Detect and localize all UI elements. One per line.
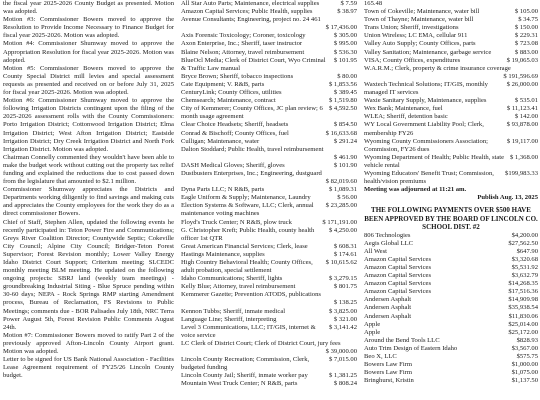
entry-amount: $647.90 [516,247,538,255]
entry-description: Valley Sanitation; Maintenance, garbage service [364,48,492,56]
entry-amount: $3,320.68 [511,255,538,263]
claim-row [181,105,357,121]
minutes-paragraph: Motion #3: Commissioner Bowers moved to approve the Resolution to Provide Income Necessary to Finance Budget for fiscal year 2025-2026. Motion was adopted. [3,16,174,40]
entry-amount: $ 854.50 [333,121,357,129]
entry-description: Lincoln County Recreation; Commission, Clerk, budgeted funding [181,356,310,372]
entry-description: Town of Cokeville; Maintenance, water bill [364,8,480,16]
entry-description: Wyoming Educators' Benefit Trust; Commission, health/vision premiums [364,169,494,186]
claim-row [364,24,538,32]
entry-description: Great American Financial Services; Clerk, lease [181,242,308,250]
claim-row [181,308,357,316]
entry-description: Floyd's Truck Center; N R&B, plow truck [181,218,292,226]
entry-description: DASH Medical Gloves; Sheriff, gloves [181,161,285,169]
entry-description: All Star Auto Parts; Maintenance, electrical supplies [181,0,320,7]
entry-description: Avenue Consultants; Engineering, project no. 24 461 [181,16,321,24]
entry-amount: $ 808.24 [333,380,357,388]
column-right [364,0,538,400]
claim-row [364,65,538,73]
entry-amount: $ 34.75 [518,16,538,24]
entry-amount: $ 105.00 [514,8,538,16]
column-left [3,0,174,400]
entry-description: Amazon Capital Services [364,280,432,288]
claim-row [181,299,357,307]
entry-amount: $ 1,381.25 [328,372,357,380]
claim-row [181,146,357,154]
entry-description: WLEA; Sheriff, detention basic [364,113,448,121]
claim-row [181,81,357,89]
payment-row [364,280,538,288]
entry-description: Axis Forensic Toxicology; Coroner, toxicology [181,32,306,40]
claim-row [181,219,357,227]
entry-amount: $ 801.75 [333,283,357,291]
payment-row [364,361,538,369]
payment-row [364,304,538,312]
claim-row [364,16,538,24]
entry-description: VISA; County Offices, expenditures [364,56,461,64]
entry-amount: $ 995.00 [333,40,357,48]
entry-description: Lincoln County Jail; Sheriff, inmate worker pay [181,372,308,380]
entry-description: Auto Trim Design of Eastern Idaho [364,344,458,352]
entry-amount: $ 1,368.00 [509,153,538,161]
entry-description: Andersen Asphalt [364,312,412,320]
claim-row [181,324,357,340]
entry-amount: $ 305.00 [333,32,357,40]
entry-amount: $5,531.92 [511,263,538,271]
entry-amount: $ 389.45 [333,89,357,97]
entry-amount: $ 38.97 [337,8,357,16]
entry-amount: $ 3,279.15 [328,275,357,283]
payments-heading: THE FOLLOWING PAYMENTS OVER $500 HAVE BEEN APPROVED BY THE BOARD OF LINCOLN CO. SCHOOL DIST. #2 [364,206,538,232]
claim-row [364,32,538,40]
entry-amount: $199,983.33 [505,169,538,177]
claim-row [181,16,357,24]
claim-row [181,8,357,16]
minutes-paragraph: Chairman Connelly commented they wouldn't have been able to make the budget work without cutting out the property tax relief funding and explained the reductions due to cost passed down from the legislature that amounted to $2.1 million. [3,153,174,186]
publish-date: Publish Aug. 13, 2025 [477,194,538,202]
payment-row [364,345,538,353]
entry-amount: $ 229.31 [514,32,538,40]
entry-description: Amazon Capital Services [364,288,432,296]
entry-description: Kennon Tubbs; Sheriff, inmate medical [181,307,286,315]
payment-row [364,264,538,272]
claim-row [181,130,357,138]
entry-amount: $14,268.35 [508,280,538,288]
entry-description: Election Systems & Software, LLC; Clerk, annual maintenance voting machines [181,202,314,218]
entry-description: Culligan; Maintenance, water [181,137,260,145]
entry-description: City of Kemmerer; County Offices, JC plan review; 6 month usage agreement [181,105,323,121]
entry-amount: $ 883.00 [514,48,538,56]
entry-description: Hastings Maintenance, supplies [181,250,265,258]
claim-row [181,372,357,380]
entry-description: Wyoming Department of Health; Public Health, state vehicle rental [364,153,505,169]
entry-amount: $1,137.50 [511,377,538,385]
entry-amount: $ 1,853.56 [328,80,357,88]
payment-row [364,296,538,304]
claim-row [181,40,357,48]
claim-row [364,8,538,16]
entry-description: Bryce Brown; Sheriff, tobacco inspections [181,72,294,80]
entry-amount: $14,909.98 [508,296,538,304]
claim-row [181,121,357,129]
claim-row [181,49,357,57]
entry-amount: $ 4,592.50 [328,105,357,113]
claim-row [181,356,357,372]
minutes-paragraph: Motion #7: Commissioner Bowers moved to ratify Part 2 of the previously approved Afton-Lincoln County Airport grant. Motion was adopted. [3,331,174,356]
claim-row [181,259,357,275]
entry-description: Union Wireless; LC EMA, cellular 911 [364,32,468,40]
entry-description: Valley Auto Supply; County Offices, parts [364,40,476,48]
entry-description: Around the Bend Tools LLC [364,336,440,344]
entry-amount: $ 101.95 [333,56,357,64]
entry-amount: $ 3,141.42 [328,323,357,331]
entry-description: Dyna Parts LLC; N R&B, parts [181,186,265,194]
entry-amount: $27,562.50 [508,239,538,247]
entry-description: Beo X, LLC [364,352,397,360]
entry-amount: $828.93 [516,336,538,344]
entry-description: Bowers Law Firm [364,361,412,369]
claim-row [181,186,357,194]
entry-amount: $ 723.08 [514,40,538,48]
entry-description: Blaine Nelson; Attorney, travel reimbursement [181,48,305,56]
entry-description: Axon Enterprise, Inc.; Sheriff, taser instructor [181,40,303,48]
entry-amount: $1,000.00 [511,361,538,369]
entry-amount: $ 535.01 [514,97,538,105]
entry-amount: $ 39,000.00 [325,348,357,356]
column-middle [181,0,357,400]
entry-amount: $3,567.00 [511,344,538,352]
entry-amount: $25,172.00 [508,328,538,336]
entry-amount: $ 608.31 [333,242,357,250]
minutes-paragraph: the fiscal year 2025-2026 County Budget as presented. Motion was adopted. [3,0,174,16]
claim-row [181,380,357,388]
claim-row [181,194,357,202]
entry-description: Amazon Capital Services [364,272,432,280]
claim-row [181,316,357,324]
entry-amount: $3,632.79 [511,272,538,280]
entry-description: Level 3 Communications, LLC; IT/GIS, internet & voice service [181,323,316,339]
claim-row [364,170,538,186]
claim-row [364,138,538,154]
entry-description: WY Local Government Liability Pool; Clerk, membership FY26 [364,121,484,137]
entry-description: Eagle Uniform & Supply; Maintenance, Laundry [181,194,311,202]
claim-row [181,170,357,178]
entry-amount: $ 4,250.00 [328,226,357,234]
payment-row [364,232,538,240]
payment-row [364,288,538,296]
entry-description: Kemmerer Gazette; Prevention ATODS, publications [181,291,321,299]
entry-description: All West [364,247,387,255]
minutes-paragraph: Chief of Staff, Stephen Allen, updated the following events he recently participated in: Teton Power Fire and Communications; Greys River Coalition Director; Countywide Septic; Cokeville City Council; Alpine City Council; Bridger-Teton Forest Supervisor; Forest Revision monthly; Lower Valley Energy Idaho District Court Support; Criterium meeting; SLCEDC monthly meeting BLM meeting. He updated on the following ongoing projects: SBRJ land (weekly team meetings) - groundbreaking Industrial Siting - Blue Spruce pending within 30-60 days; NEPA - Rock Springs RMP starting Amendment process, Bureau of Reclamation, FS Revisions to Public Meetings; comments due - BOR Palisades July 18th, NRC Terra Power August 5th, Forest Revision Public Comments August 24th. [3,218,174,331]
entry-amount: $ 26,000.00 [506,80,538,88]
entry-description: Cate Equipment; V. R&B, parts [181,80,265,88]
entry-amount: $ 3,825.00 [328,307,357,315]
entry-description: Wyoming County Commissioners Association; Commission, FY26 dues [364,137,488,153]
entry-amount: $ 17,436.00 [325,24,357,32]
entry-description: Andersen Asphalt [364,296,412,304]
entry-description: Amazon Capital Services [364,255,432,263]
payment-row [364,256,538,264]
claim-row [364,105,538,113]
claim-row [181,202,357,218]
claim-row [364,97,538,105]
entry-description: Waxtech Technical Solutions; IT/GIS, monthly managed IT services [364,80,488,97]
payment-row [364,377,538,385]
entry-amount: $1,075.00 [511,369,538,377]
entry-amount: $ 7,015.00 [328,356,357,364]
entry-description: BlueOcl Media; Clerk of District Court, Wyo Criminal & Traffic Law manual [181,56,326,72]
entry-amount: $ 80.00 [337,72,357,80]
claim-row [364,57,538,65]
entry-description: G. Christopher Kreft; Public Health, county health officer 1st QTR [181,226,315,242]
entry-amount: $ 11,123.41 [506,105,538,113]
payment-row [364,321,538,329]
entry-amount: $ 171,191.00 [322,218,357,226]
entry-amount: $17,516.36 [508,288,538,296]
entry-description: Waxie Sanitary Supply, Maintenance, supplies [364,97,487,105]
entry-amount: $ 142.00 [514,113,538,121]
entry-description: 806 Technologies [364,231,411,239]
payment-row [364,240,538,248]
entry-description: CenturyLink; County Offices, utilities [181,89,282,97]
entry-description: Andersen Asphalt [364,304,412,312]
claim-row [181,138,357,146]
entry-description: Town of Thayne; Maintenance, water bill [364,16,474,24]
entry-description: Apple [364,320,381,328]
entry-amount: $ 150.00 [514,24,538,32]
payment-row [364,337,538,345]
entry-description: Clear Choice Headsets; Sheriff, headsets [181,121,289,129]
claim-row [364,49,538,57]
entry-description: Trans Union; Sheriff, investigations [364,24,459,32]
entry-amount: $ 1,519.80 [328,97,357,105]
claim-row [181,348,357,356]
entry-description: Idaho Communications; Sheriff, lights [181,275,283,283]
payment-row [364,248,538,256]
entry-amount: $ 191,596.69 [503,72,538,80]
claim-row [364,81,538,97]
entry-description: Bringhurst, Kristin [364,377,414,385]
entry-amount: $ 23,285.00 [325,202,357,210]
entry-description: Amazon Capital Services [364,263,432,271]
payment-row [364,369,538,377]
claim-row [364,40,538,48]
entry-amount: $ 461.90 [333,153,357,161]
claim-row [181,162,357,170]
entry-description: Apple [364,328,381,336]
minutes-paragraph: Motion #5: Commissioner Bowers moved to approve the County Special District mill levies and special assessment requests as presented and received on or before July 31, 2025 for fiscal year 2025-2026. Motion was adopted. [3,64,174,97]
entry-description: Mountain West Truck Center; N R&B, parts [181,380,298,388]
claim-row [181,227,357,243]
entry-description: Chemsearch; Maintenance, contract [181,97,276,105]
claim-row [364,154,538,170]
entry-amount: $ 10,615.62 [325,259,357,266]
entry-description: Dalton Stoddard; Public Health, travel reimbursement [181,145,324,153]
entry-description: 165.48 [364,0,383,7]
adjourn-note: Meeting was adjourned at 11:21 am. [364,186,467,194]
entry-description: Wex Bank; Maintenance, fuel [364,105,443,113]
entry-amount: $ 321.00 [333,315,357,323]
claim-row [181,57,357,73]
payment-row [364,329,538,337]
claim-row [181,243,357,251]
entry-amount: $ 16,633.68 [325,129,357,137]
entry-amount: $ 1,089.31 [328,186,357,194]
claim-row [181,178,357,186]
entry-description: Aegis Global LLC [364,239,414,247]
claim-row [364,113,538,121]
claim-row [364,73,538,81]
claim-row [181,154,357,162]
entry-amount: $ 56.00 [337,194,357,202]
claim-row [181,340,357,348]
minutes-paragraph: Motion #6: Commissioner Shumway moved to approve the following Irrigation Districts contingent upon the filing of the 2025-2026 assessment rolls with the County Commissioners: Porto Irrigation District; Cottonwood Irrigation District; Elma Irrigation District; West Afton Irrigation District; Eastside Irrigation District; Dry Creek Irrigation District and North Fork Irrigation District. Motion was adopted. [3,97,174,153]
entry-amount: $35,938.54 [508,304,538,312]
claim-row [181,73,357,81]
claim-row [181,275,357,283]
claim-row [181,89,357,97]
minutes-paragraph: Motion #4: Commissioner Shumway moved to approve the Appropriation Resolution for fiscal year 2025-2026. Motion was adopted. [3,40,174,64]
entry-amount: $ 101.90 [333,161,357,169]
claim-row [181,251,357,259]
entry-amount: $11,830.06 [508,312,538,320]
payment-row [364,353,538,361]
claim-row [181,97,357,105]
entry-amount: $ 82,019.60 [325,178,357,186]
claim-row [364,0,538,8]
entry-description: Amazon Capital Services; Public Health, supplies [181,8,313,16]
entry-amount: $25,014.00 [508,320,538,328]
entry-description: W.A.R.M.; Clerk, property & crime insurance coverage [364,64,511,72]
entry-amount: $ 19,117.00 [506,137,538,145]
entry-amount: $ 536.30 [333,48,357,56]
payment-row [364,272,538,280]
entry-amount: $ 174.61 [333,250,357,258]
entry-amount: $ 93,878.00 [506,121,538,129]
entry-amount: $ 19,065.03 [506,56,538,64]
claim-row [181,283,357,291]
entry-description: Dustbusters Enterprises, Inc.; Engineering, dustguard [181,169,322,177]
entry-description: Bowers Law Firm [364,369,412,377]
payment-row [364,313,538,321]
claim-row [181,291,357,299]
entry-amount: $4,200.00 [511,231,538,239]
entry-amount: $ 7.59 [340,0,357,7]
entry-description: Language Line; Sheriff, interpreting [181,315,277,323]
claim-row [364,121,538,137]
claim-row [181,0,357,8]
entry-description: LC Clerk of District Court; Clerk of District Court, jury fees [181,339,341,347]
claim-row [181,32,357,40]
entry-description: Conrad & Bischoff; County Offices, fuel [181,129,289,137]
entry-amount: $575.75 [516,352,538,360]
entry-amount: $ 291.24 [333,137,357,145]
minutes-paragraph: Commissioner Shumway appreciates the Districts and Departments working diligently to find savings and making cuts and appreciates the County employees for the work they do as a direct commissioner Bowers. [3,186,174,218]
entry-amount: $ 138.25 [333,299,357,307]
minutes-paragraph: Letter to be signed for US Bank National Association - Facilities Lease Agreement requirement of FY25/26 Lincoln County budget. [3,356,174,380]
entry-description: High Country Behavioral Health; County Offices, adult probation, special settlement [181,259,313,275]
claim-row [181,24,357,32]
entry-description: Kelly Blue; Attorney, travel reimbursement [181,283,296,291]
